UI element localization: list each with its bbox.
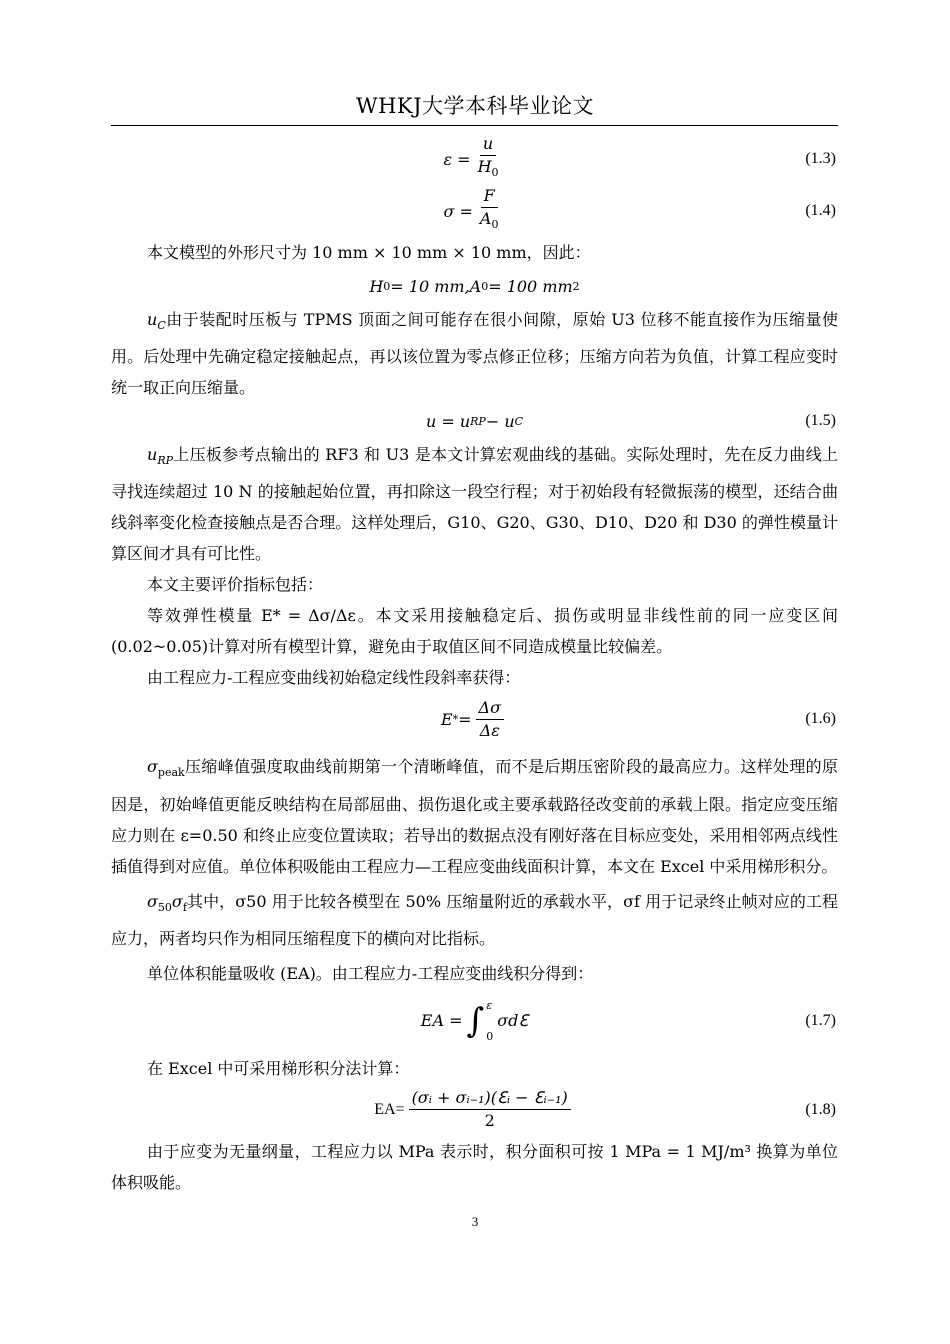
- eq16-denominator: Δε: [479, 720, 500, 740]
- eq13-fraction: [475, 134, 502, 183]
- paragraph-sigma50: $\sigma_{50}\sigma_f$其中，σ50 用于比较各模型在 50% 压缩量附近的承载水平，σf 用于记录终止帧对应的工程应力，两者均只作为相同压缩程度下的横向对比指标。: [111, 891, 838, 948]
- eq18-number: (1.8): [805, 1100, 836, 1118]
- equation-1-4: [111, 185, 838, 237]
- eq14-numerator: F: [481, 186, 498, 208]
- eq13-number: (1.3): [805, 150, 836, 167]
- equation-1-5: u = u RP − u C (1.5): [425, 411, 836, 431]
- paragraph-trapezoid: 在 Excel 中可采用梯形积分法计算：: [147, 1058, 410, 1078]
- eq14-lhs: σ =: [443, 201, 473, 221]
- equation-1-7: EA = ∫ ε 0 σdℇ (1.7): [420, 998, 836, 1043]
- paragraph-units: 由于应变为无量纲量，工程应力以 MPa 表示时，积分面积可按 1 MPa = 1 MJ/m³ 换算为单位体积吸能。: [111, 1141, 838, 1192]
- page-number: 3: [471, 1214, 479, 1229]
- paragraph-peak: $\sigma_{peak}$压缩峰值强度取曲线前期第一个清晰峰值，而不是后期压密阶段的最高应力。这样处理的原因是，初始峰值更能反映结构在局部屈曲、损伤退化或主要承载路径改变前的承载上限。指定应变压缩应力则在 ε=0.50 和终止应变位置读取；若导出的数据点没有刚好落在目标应变处，采用相邻两点线性插值得到对应值。单位体积吸能由工程应力—工程应变曲线面积计算，本文在 Excel 中采用梯形积分。: [111, 757, 838, 876]
- eq18-numerator: (σᵢ + σᵢ₋₁)(ℇᵢ − ℇᵢ₋₁): [409, 1088, 571, 1110]
- paragraph-dimensions: 本文模型的外形尺寸为 10 mm × 10 mm × 10 mm，因此：: [147, 243, 591, 262]
- eq13-denominator: $H_0$: [477, 157, 499, 180]
- eq14-number: (1.4): [805, 202, 836, 219]
- page-content: [111, 133, 838, 1198]
- eq14-fraction: [477, 186, 502, 235]
- integral-sign: ∫: [466, 1000, 485, 1041]
- eq13-lhs: ε =: [443, 149, 471, 169]
- equation-1-6: E * = $\frac{\Delta\sigma}{\Delta\varepsilon}$ (1.6): [440, 697, 836, 740]
- eq16-numerator: Δσ: [476, 698, 504, 720]
- eq15-number: (1.5): [805, 412, 836, 430]
- paragraph-metrics-intro: 本文主要评价指标包括：: [147, 575, 324, 595]
- equation-dimensions: H 0 = 10 mm, A 0 = 100 mm 2: [369, 276, 580, 296]
- header-rule: [111, 125, 838, 126]
- paragraph-slope: 由工程应力-工程应变曲线初始稳定线性段斜率获得：: [147, 668, 521, 688]
- eq17-number: (1.7): [805, 1011, 836, 1029]
- eq16-fraction: [476, 698, 504, 741]
- paragraph-uc: $u_C$由于装配时压板与 TPMS 顶面之间可能存在很小间隙，原始 U3 位移不能直接作为压缩量使用。后处理中先确定稳定接触起点，再以该位置为零点修正位移；压缩方向若为负值，计算工程应变时统一取正向压缩量。: [111, 310, 838, 398]
- equation-1-3: [111, 133, 838, 185]
- paragraph-urp: $u_{RP}$上压板参考点输出的 RF3 和 U3 是本文计算宏观曲线的基础。实际处理时，先在反力曲线上寻找连续超过 10 N 的接触起始位置，再扣除这一段空行程；对于初始段有轻微振荡的模型，还结合曲线斜率变化检查接触点是否合理。这样处理后，G10、G20、G30、D10、D20 和 D30 的弹性模量计算区间才具有可比性。: [111, 445, 838, 564]
- paragraph-ea-intro: 单位体积能量吸收 (EA)。由工程应力-工程应变曲线积分得到：: [147, 963, 594, 983]
- eq16-number: (1.6): [805, 710, 836, 728]
- equation-1-8: EA= $\frac{\text{(σᵢ + σᵢ₋₁)(ℇᵢ − ℇᵢ₋₁)}}{2}$ (1.8): [374, 1088, 836, 1131]
- running-header: WHKJ大学本科毕业论文: [355, 94, 594, 118]
- eq18-fraction: [409, 1088, 571, 1131]
- eq14-denominator: $A_0$: [479, 209, 499, 232]
- paragraph-modulus: 等效弹性模量 E* = Δσ/Δε。本文采用接触稳定后、损伤或明显非线性前的同一应变区间(0.02~0.05)计算对所有模型计算，避免由于取值区间不同造成模量比较偏差。: [111, 606, 838, 657]
- eq13-numerator: u: [480, 134, 496, 156]
- integral-limits: ε 0: [486, 998, 494, 1043]
- eq18-denominator: 2: [484, 1111, 495, 1131]
